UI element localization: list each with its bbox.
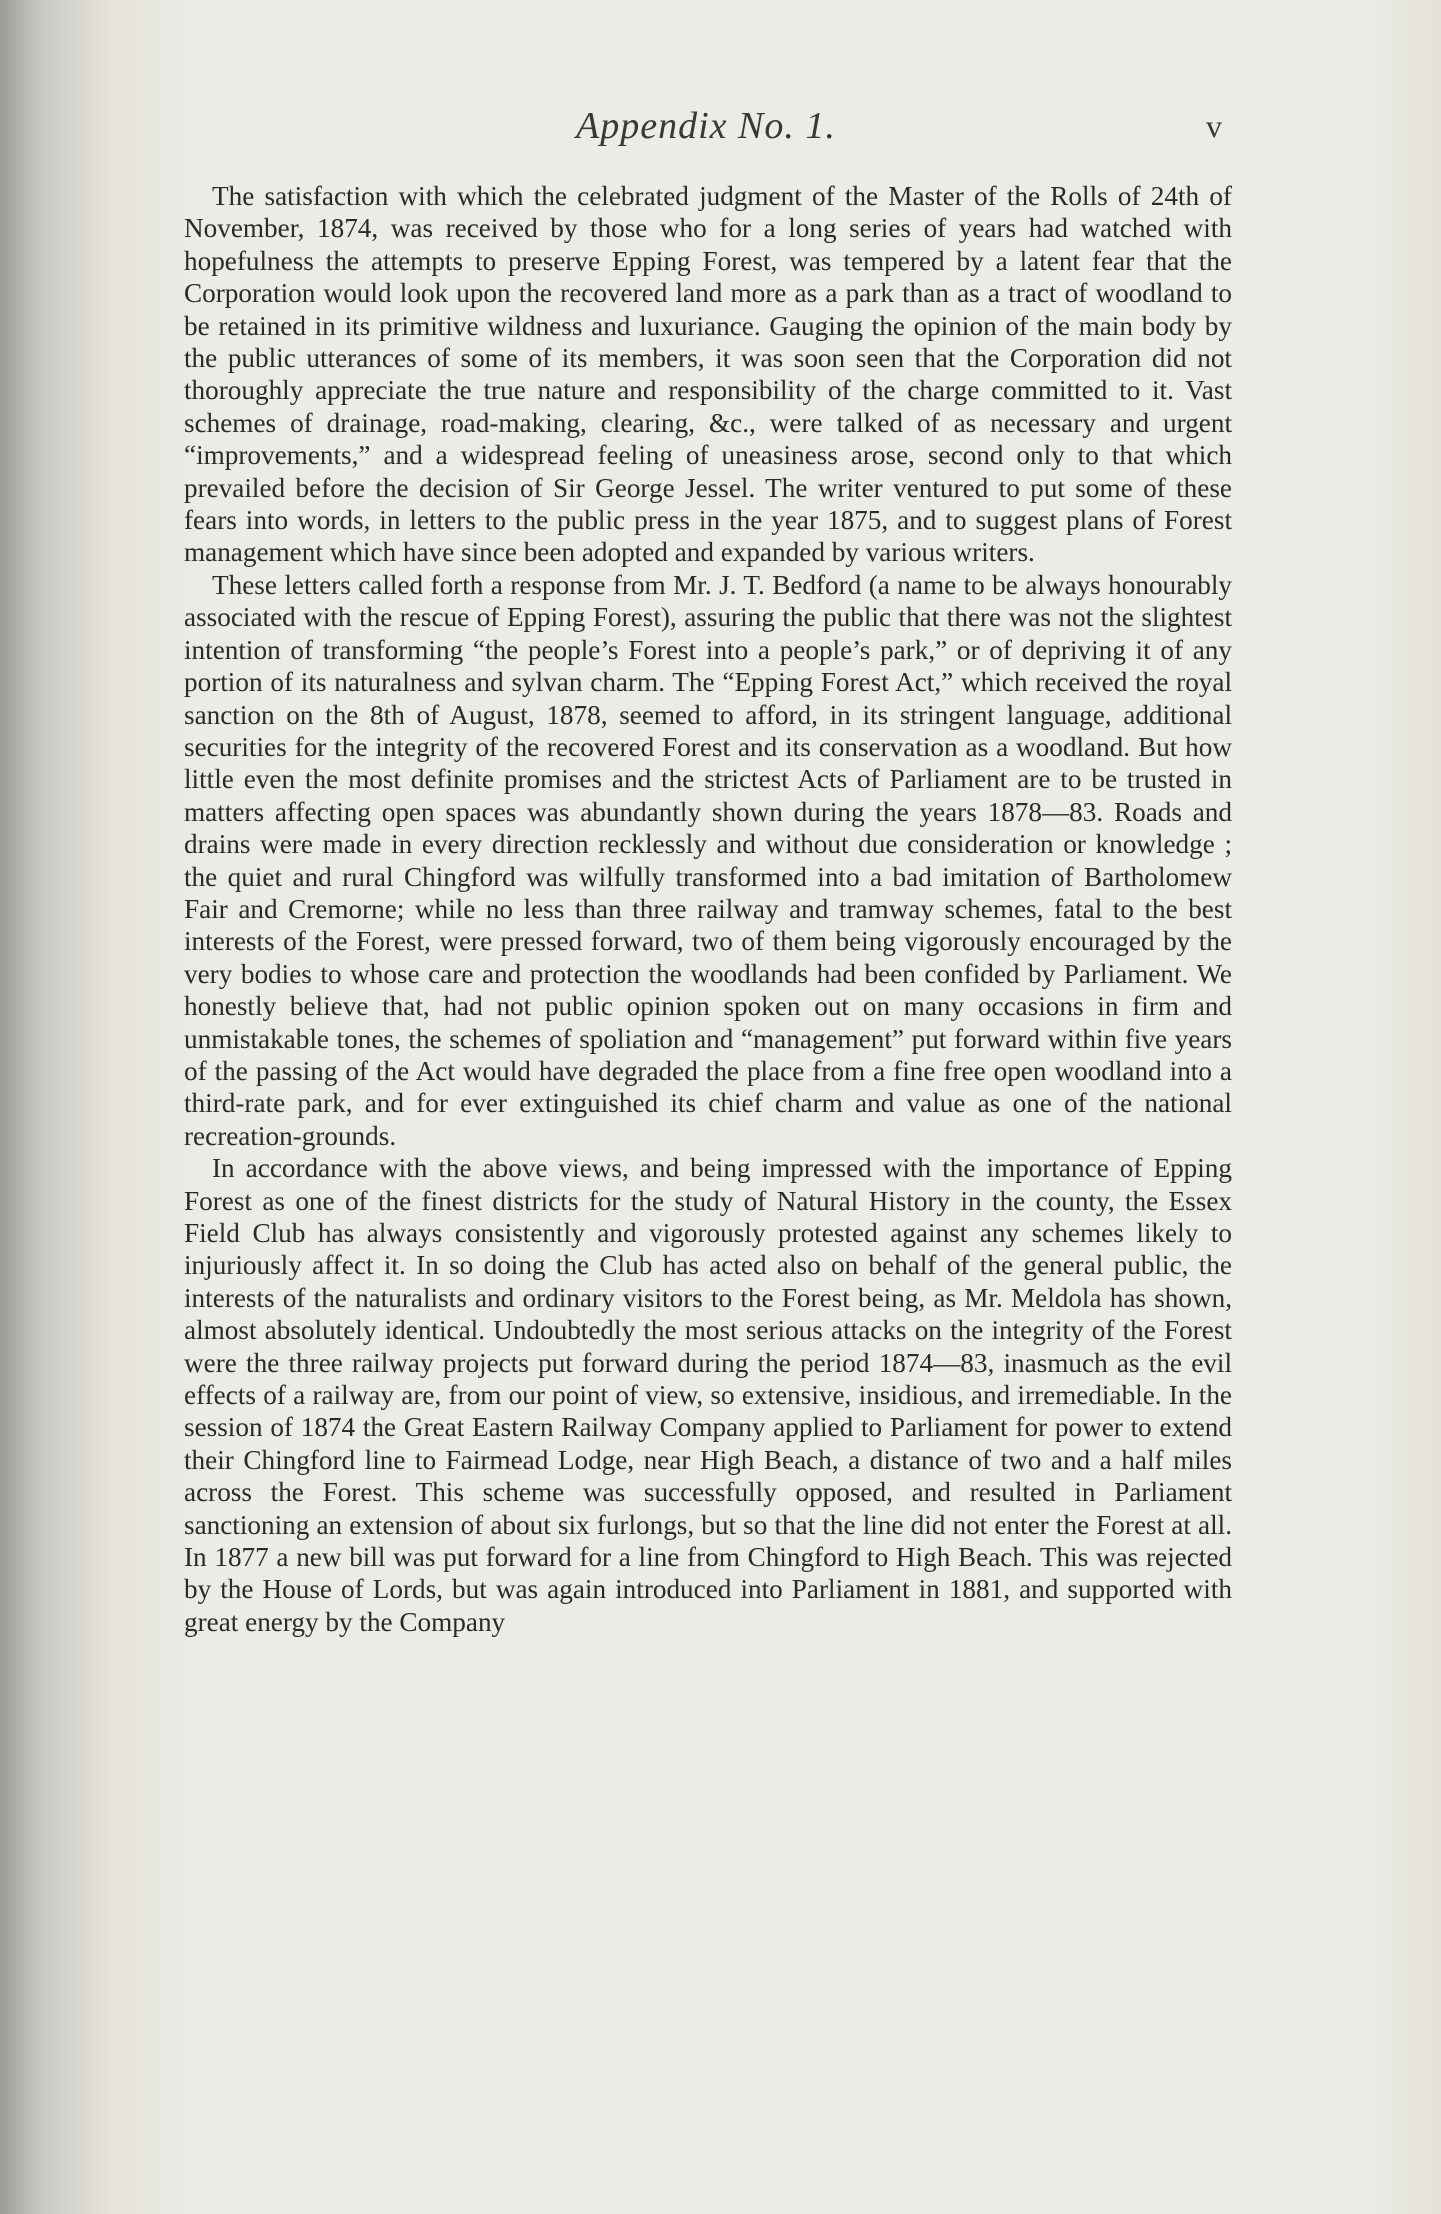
paragraph: These letters called forth a response from Mr. J. T. Bedford (a name to be always honourably associated with the rescue of Epping Forest), assuring the public that there was not the slightest intention of transforming “the people’s Forest into a people’s park,” or of depriving it of any portion of its naturalness and sylvan charm. The “Epping Forest Act,” which received the royal sanction on the 8th of August, 1878, seemed to afford, in its stringent language, additional securities for the integrity of the recovered Forest and its conservation as a woodland. But how little even the most definite promises and the strictest Acts of Parliament are to be trusted in matters affecting open spaces was abundantly shown during the years 1878—83. Roads and drains were made in every direction recklessly and without due consideration or knowledge ; the quiet and rural Chingford was wilfully transformed into a bad imitation of Bartholomew Fair and Cremorne; while no less than three railway and tramway schemes, fatal to the best interests of the Forest, were pressed forward, two of them being vigorously encouraged by the very bodies to whose care and protection the woodlands had been confided by Parliament. We honestly believe that, had not public opinion spoken out on many occasions in firm and unmistakable tones, the schemes of spoliation and “management” put forward within five years of the passing of the Act would have degraded the place from a fine free open woodland into a third-rate park, and for ever extinguished its chief charm and value as one of the national recreation-grounds. bbox=[184, 569, 1232, 1151]
page-header bbox=[0, 104, 1441, 154]
paragraph: The satisfaction with which the celebrated judgment of the Master of the Rolls of 24th of November, 1874, was received by those who for a long series of years had watched with hopefulness the attempts to preserve Epping Forest, was tempered by a latent fear that the Corporation would look upon the recovered land more as a park than as a tract of woodland to be retained in its primitive wildness and luxuriance. Gauging the opinion of the main body by the public utterances of some of its members, it was soon seen that the Corporation did not thoroughly appreciate the true nature and responsibility of the charge committed to it. Vast schemes of drainage, road-making, clearing, &c., were talked of as necessary and urgent “improvements,” and a widespread feeling of uneasiness arose, second only to that which prevailed before the decision of Sir George Jessel. The writer ventured to put some of these fears into words, in letters to the public press in the year 1875, and to suggest plans of Forest management which have since been adopted and expanded by various writers. bbox=[184, 181, 1232, 568]
running-title: Appendix No. 1. bbox=[576, 105, 836, 147]
body-text bbox=[184, 180, 1232, 1638]
paragraph: In accordance with the above views, and being impressed with the importance of Epping Forest as one of the finest districts for the study of Natural History in the county, the Essex Field Club has always consistently and vigorously protested against any schemes likely to injuriously affect it. In so doing the Club has acted also on behalf of the general public, the interests of the naturalists and ordinary visitors to the Forest being, as Mr. Meldola has shown, almost absolutely identical. Undoubtedly the most serious attacks on the integrity of the Forest were the three railway projects put forward during the period 1874—83, inasmuch as the evil effects of a railway are, from our point of view, so extensive, insidious, and irremediable. In the session of 1874 the Great Eastern Railway Company applied to Parliament for power to extend their Chingford line to Fairmead Lodge, near High Beach, a distance of two and a half miles across the Forest. This scheme was successfully opposed, and resulted in Parliament sanctioning an extension of about six furlongs, but so that the line did not enter the Forest at all. In 1877 a new bill was put forward for a line from Chingford to High Beach. This was rejected by the House of Lords, but was again introduced into Parliament in 1881, and supported with great energy by the Company bbox=[184, 1153, 1232, 1637]
page-number: v bbox=[1206, 108, 1222, 144]
